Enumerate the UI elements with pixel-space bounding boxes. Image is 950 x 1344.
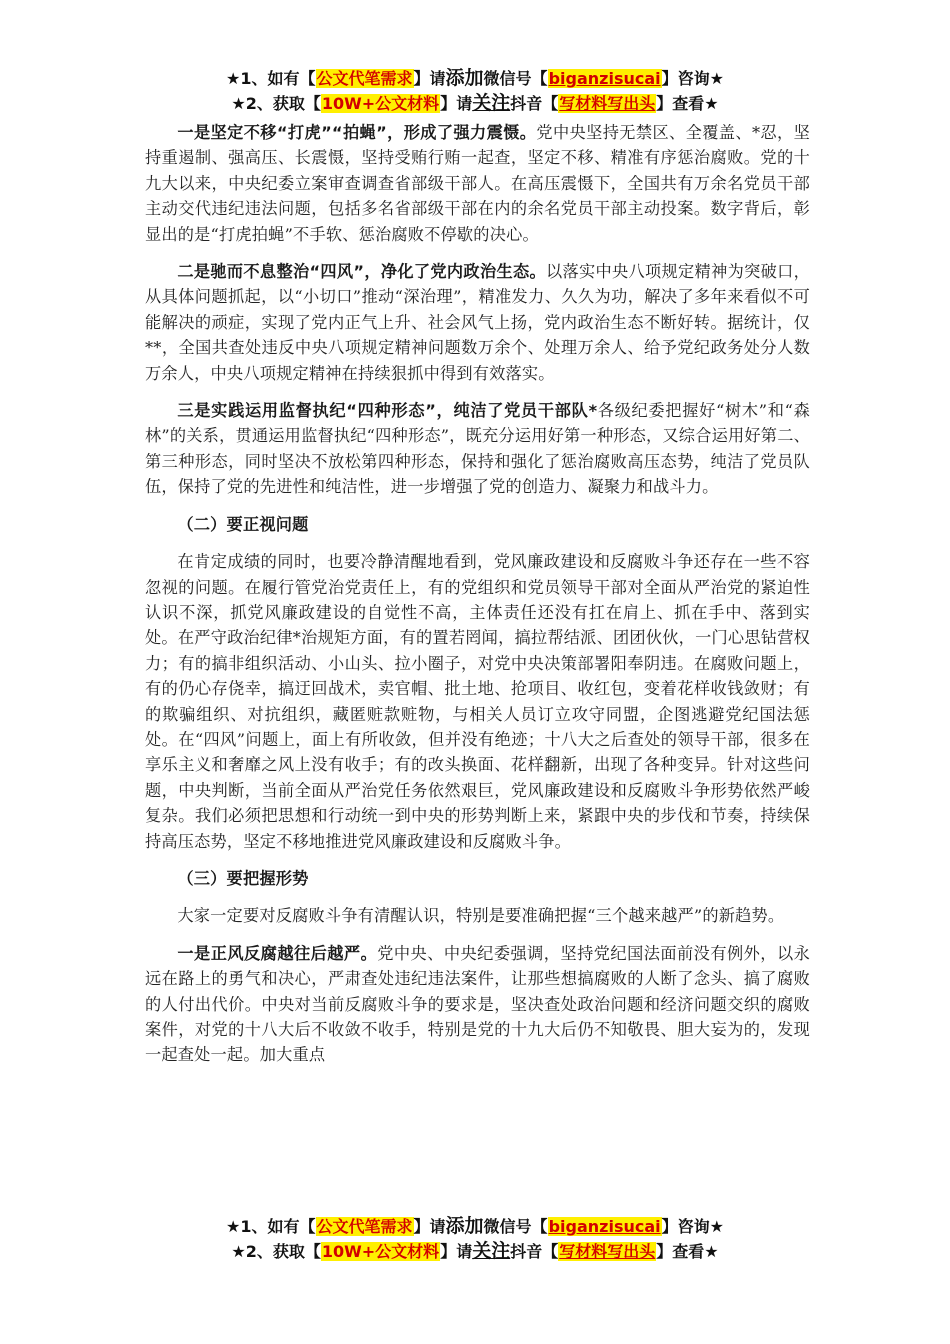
highlight-douyin-id: 写材料写出头	[559, 94, 656, 113]
paragraph-body: 党中央、中央纪委强调，坚持党纪国法面前没有例外，以永远在路上的勇气和决心，严肃查处违纪违法案件，让那些想搞腐败的人断了念头、搞了腐败的人付出代价。中央对当前反腐败斗争的要求是，坚决查处政治问题和经济问题交织的腐败案件，对党的十八大后不收敛不收手，特别是党的十九大后仍不知敬畏、胆大妄为的，发现一起查处一起。加大重点	[145, 943, 810, 1065]
promo-text: 】请	[413, 1217, 446, 1236]
section-heading: （三）要把握形势	[177, 868, 309, 888]
promo-text: 】请	[440, 94, 473, 113]
highlight-douyin-id: 写材料写出头	[559, 1242, 656, 1261]
paragraph-lead: 一是正风反腐越往后越严。	[177, 943, 378, 963]
paragraph-lead: 三是实践运用监督执纪“四种形态”，纯洁了党员干部队*	[177, 401, 598, 421]
highlight-wechat-id: biganzisucai	[548, 1217, 661, 1236]
promo-text: ★1、如有【	[226, 1217, 316, 1236]
promo-text: 】咨询★	[661, 69, 724, 88]
promo-text: 抖音【	[510, 94, 559, 113]
paragraph-body: 党中央坚持无禁区、全覆盖、*忍，坚持重遏制、强高压、长震慑，坚持受贿行贿一起查，坚定不移、精准有序惩治腐败。党的十九大以来，中央纪委立案审查调查省部级干部人。在高压震慑下，全国共有万余名党员干部主动交代违纪违法问题，包括多名省部级干部在内的余名党员干部主动投案。数字背后，彰显出的是“打虎拍蝇”不手软、惩治腐败不停歇的决心。	[145, 123, 810, 244]
paragraph: 在肯定成绩的同时，也要冷静清醒地看到，党风廉政建设和反腐败斗争还存在一些不容忽视的问题。在履行管党治党责任上，有的党组织和党员领导干部对全面从严治党的紧迫性认识不深，抓党风廉政建设的自觉性不高，主体责任还没有扛在肩上、抓在手中、落到实处。在严守政治纪律*治规矩方面，有的置若罔闻，搞拉帮结派、团团伙伙，一门心思钻营权力；有的搞非组织活动、小山头、拉小圈子，对党中央决策部署阳奉阴违。在腐败问题上，有的仍心存侥幸，搞迂回战术，卖官帽、批土地、抢项目、收红包，变着花样收钱敛财；有的欺骗组织、对抗组织，藏匿赃款赃物，与相关人员订立攻守同盟，企图逃避党纪国法惩处。在“四风”问题上，面上有所收敛，但并没有绝迹；十八大之后查处的领导干部，很多在享乐主义和奢靡之风上没有收手；有的改头换面、花样翻新，出现了各种变异。针对这些问题，中央判断，当前全面从严治党任务依然艰巨，党风廉政建设和反腐败斗争形势依然严峻复杂。我们必须把思想和行动统一到中央的形势判断上来，紧跟中央的步伐和节奏，持续保持高压态势，坚定不移地推进党风廉政建设和反腐败斗争。	[145, 552, 810, 851]
promo-emphasis: 添加	[445, 1215, 484, 1237]
section-heading: （二）要正视问题	[177, 514, 309, 534]
paragraph-body: 各级纪委把握好“树木”和“森林”的关系，贯通运用监督执纪“四种形态”，既充分运用好第一种形态，又综合运用好第二、第三种形态，同时坚决不放松第四种形态，保持和强化了惩治腐败高压态势，纯洁了党员队伍，保持了党的先进性和纯洁性，进一步增强了党的创造力、凝聚力和战斗力。	[145, 401, 810, 497]
paragraph: 大家一定要对反腐败斗争有清醒认识，特别是要准确把握“三个越来越严”的新趋势。	[177, 906, 785, 926]
promo-text: 】查看★	[656, 94, 719, 113]
promo-text: ★2、获取【	[231, 1242, 321, 1261]
paragraph	[145, 941, 810, 1068]
highlight-service: 公文代笔需求	[316, 69, 413, 88]
highlight-service: 公文代笔需求	[316, 1217, 413, 1236]
promo-banner-top	[145, 66, 805, 116]
paragraph	[145, 120, 810, 247]
promo-text: ★2、获取【	[231, 94, 321, 113]
promo-emphasis: 关注	[472, 1240, 511, 1262]
paragraph	[145, 259, 810, 386]
promo-line-2	[145, 91, 805, 116]
promo-line-1	[145, 66, 805, 91]
promo-emphasis: 关注	[472, 92, 511, 114]
document-body	[145, 120, 810, 1080]
highlight-wechat-id: biganzisucai	[548, 69, 661, 88]
promo-text: 微信号【	[483, 1217, 548, 1236]
paragraph-lead: 一是坚定不移“打虎”“拍蝇”，形成了强力震慑。	[177, 123, 537, 142]
promo-text: 抖音【	[510, 1242, 559, 1261]
promo-text: 】查看★	[656, 1242, 719, 1261]
promo-text: 】咨询★	[661, 1217, 724, 1236]
paragraph-lead: 二是驰而不息整治“四风”，净化了党内政治生态。	[177, 262, 546, 282]
promo-line-1	[145, 1214, 805, 1239]
promo-text: 】请	[440, 1242, 473, 1261]
highlight-materials: 10W+公文材料	[321, 94, 440, 113]
paragraph	[145, 398, 810, 500]
promo-banner-bottom	[145, 1214, 805, 1264]
promo-text: 微信号【	[483, 69, 548, 88]
promo-line-2	[145, 1239, 805, 1264]
promo-emphasis: 添加	[445, 67, 484, 89]
highlight-materials: 10W+公文材料	[321, 1242, 440, 1261]
promo-text: 】请	[413, 69, 446, 88]
promo-text: ★1、如有【	[226, 69, 316, 88]
paragraph-body: 以落实中央八项规定精神为突破口，从具体问题抓起，以“小切口”推动“深治理”，精准发力、久久为功，解决了多年来看似不可能解决的顽症，实现了党内正气上升、社会风气上扬，党内政治生态不断好转。据统计，仅**，全国共查处违反中央八项规定精神问题数万余个、处理万余人、给予党纪政务处分人数万余人，中央八项规定精神在持续狠抓中得到有效落实。	[145, 262, 810, 383]
